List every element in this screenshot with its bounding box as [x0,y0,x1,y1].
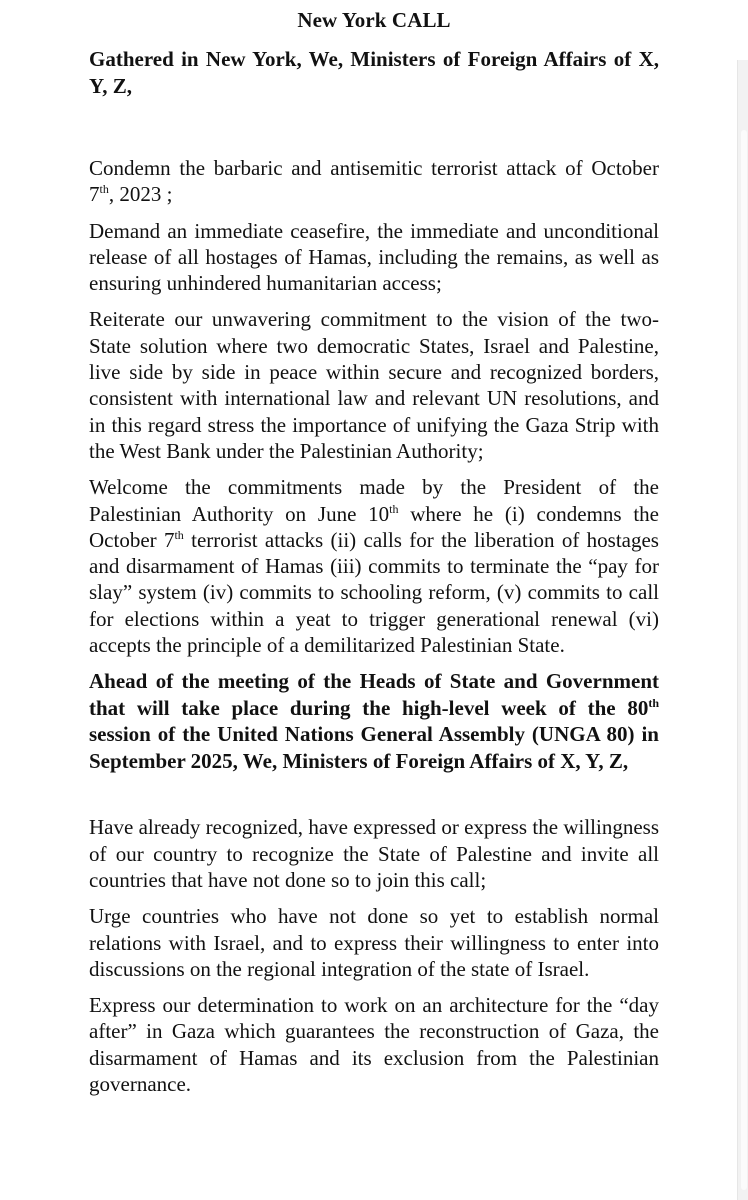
scrollbar-thumb[interactable] [741,130,747,1190]
ordinal-suffix: th [174,527,184,542]
paragraph-condemn-text-end: , 2023 ; [108,182,173,207]
second-heading-text-end: session of the United Nations General Assembly (UNGA 80) in September 2025, We, Ministers of Foreign Affairs of X, Y, Z, [89,722,659,773]
paragraph-recognize: Have already recognized, have expressed or express the willingness of our country to recognize the State of Palestine and invite all countries that have not done so to join this call; [89,815,659,892]
paragraph-urge: Urge countries who have not done so yet to establish normal relations with Israel, and to express their willingness to enter into discussions on the regional integration of the state of Israel. [89,904,659,981]
ordinal-suffix: th [389,501,399,516]
paragraph-welcome-text-middle: where he (i) condemns the October 7 [89,501,659,552]
paragraph-express: Express our determination to work on an architecture for the “day after” in Gaza which guarantees the reconstruction of Gaza, the disarmament of Hamas and its exclusion from the Palestinian governance. [89,993,659,1097]
intro-heading: Gathered in New York, We, Ministers of Foreign Affairs of X, Y, Z, [89,47,659,98]
second-heading-text: Ahead of the meeting of the Heads of State and Government that will take place during the high-level week of the 80 [89,669,659,720]
scrollbar-track[interactable] [737,60,748,1200]
paragraph-welcome-text: Welcome the commitments made by the President of the Palestinian Authority on June 10 [89,475,659,526]
document-page [89,6,659,1107]
paragraph-welcome [89,474,659,658]
paragraph-condemn [89,155,659,208]
ordinal-suffix: th [99,182,109,197]
paragraph-condemn-text: Condemn the barbaric and antisemitic terrorist attack of October 7 [89,156,659,207]
paragraph-reiterate: Reiterate our unwavering commitment to the vision of the two-State solution where two democratic States, Israel and Palestine, live side by side in peace within secure and recognized borders, consistent with international law and relevant UN resolutions, and in this regard stress the importance of unifying the Gaza Strip with the West Bank under the Palestinian Authority; [89,307,659,463]
ordinal-suffix: th [648,695,659,710]
document-title: New York CALL [297,8,451,32]
paragraph-demand: Demand an immediate ceasefire, the immediate and unconditional release of all hostages of Hamas, including the remains, as well as ensuring unhindered humanitarian access; [89,218,659,296]
paragraph-welcome-text-end: terrorist attacks (ii) calls for the liberation of hostages and disarmament of Hamas (iii) commits to terminate the “pay for slay” system (iv) commits to schooling reform, (v) commits to call for elections within a yeat to trigger generational renewal (vi) accepts the principle of a demilitarized Palestinian State. [89,527,659,658]
second-heading [89,668,659,774]
